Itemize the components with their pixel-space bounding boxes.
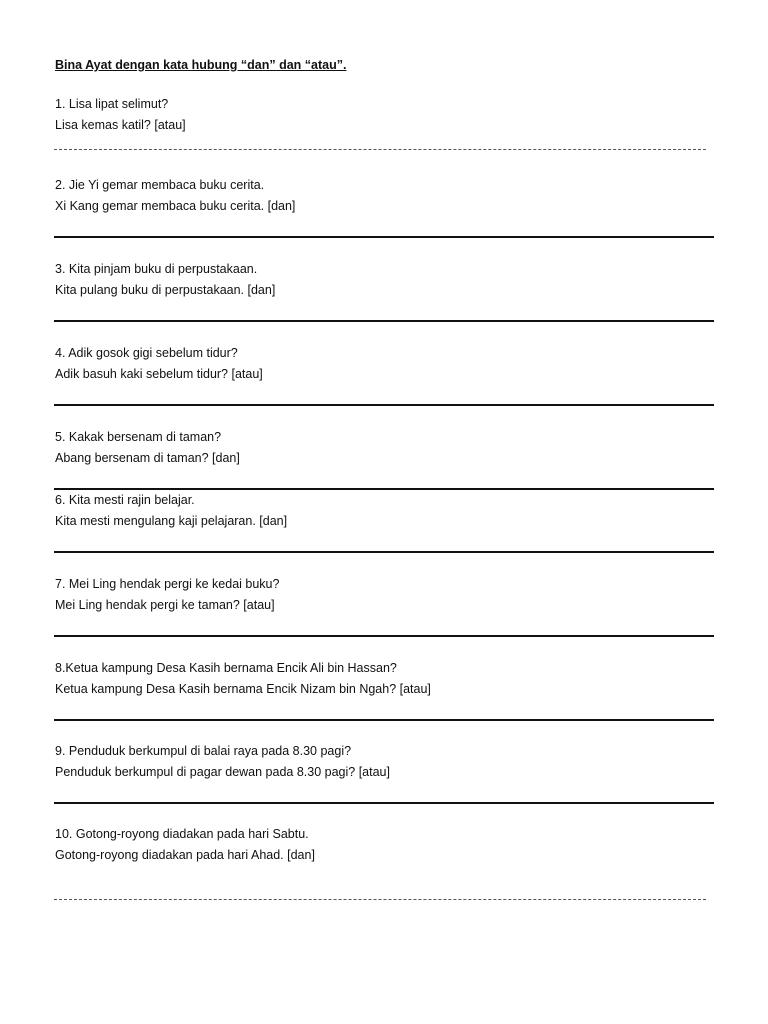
question-2 xyxy=(55,175,715,216)
question-7-line-2: Mei Ling hendak pergi ke taman? [atau] xyxy=(55,597,275,612)
question-4 xyxy=(55,343,715,384)
question-2-line-1: 2. Jie Yi gemar membaca buku cerita. xyxy=(55,178,265,192)
question-3-line-1: 3. Kita pinjam buku di perpustakaan. xyxy=(55,262,258,276)
question-6-line-1: 6. Kita mesti rajin belajar. xyxy=(55,493,195,507)
question-8 xyxy=(55,658,715,699)
question-7-line-1: 7. Mei Ling hendak pergi ke kedai buku? xyxy=(55,577,280,591)
answer-line-3[interactable] xyxy=(54,320,714,322)
question-10-line-1: 10. Gotong-royong diadakan pada hari Sabtu. xyxy=(55,827,309,841)
question-1-line-1: 1. Lisa lipat selimut? xyxy=(55,97,169,111)
question-6 xyxy=(55,490,715,531)
question-3 xyxy=(55,259,715,300)
answer-line-10[interactable] xyxy=(54,899,706,900)
answer-line-1[interactable] xyxy=(54,149,706,150)
question-5-line-1: 5. Kakak bersenam di taman? xyxy=(55,430,222,444)
question-5 xyxy=(55,427,715,468)
answer-line-7[interactable] xyxy=(54,635,714,637)
question-1 xyxy=(55,94,715,135)
question-8-line-2: Ketua kampung Desa Kasih bernama Encik Nizam bin Ngah? [atau] xyxy=(55,681,431,696)
question-6-line-2: Kita mesti mengulang kaji pelajaran. [dan] xyxy=(55,513,288,528)
question-1-line-2: Lisa kemas katil? [atau] xyxy=(55,117,186,132)
page-title: Bina Ayat dengan kata hubung “dan” dan “atau”. xyxy=(55,58,347,72)
answer-line-8[interactable] xyxy=(54,719,714,721)
answer-line-2[interactable] xyxy=(54,236,714,238)
answer-line-6[interactable] xyxy=(54,551,714,553)
question-10 xyxy=(55,824,715,865)
question-9-line-2: Penduduk berkumpul di pagar dewan pada 8.30 pagi? [atau] xyxy=(55,764,390,779)
question-8-line-1: 8.Ketua kampung Desa Kasih bernama Encik Ali bin Hassan? xyxy=(55,661,397,675)
question-9-line-1: 9. Penduduk berkumpul di balai raya pada 8.30 pagi? xyxy=(55,744,352,758)
question-3-line-2: Kita pulang buku di perpustakaan. [dan] xyxy=(55,282,276,297)
question-2-line-2: Xi Kang gemar membaca buku cerita. [dan] xyxy=(55,198,296,213)
answer-line-9[interactable] xyxy=(54,802,714,804)
question-5-line-2: Abang bersenam di taman? [dan] xyxy=(55,450,240,465)
question-4-line-1: 4. Adik gosok gigi sebelum tidur? xyxy=(55,346,238,360)
question-4-line-2: Adik basuh kaki sebelum tidur? [atau] xyxy=(55,366,263,381)
question-9 xyxy=(55,741,715,782)
question-10-line-2: Gotong-royong diadakan pada hari Ahad. [dan] xyxy=(55,847,315,862)
answer-line-4[interactable] xyxy=(54,404,714,406)
question-7 xyxy=(55,574,715,615)
